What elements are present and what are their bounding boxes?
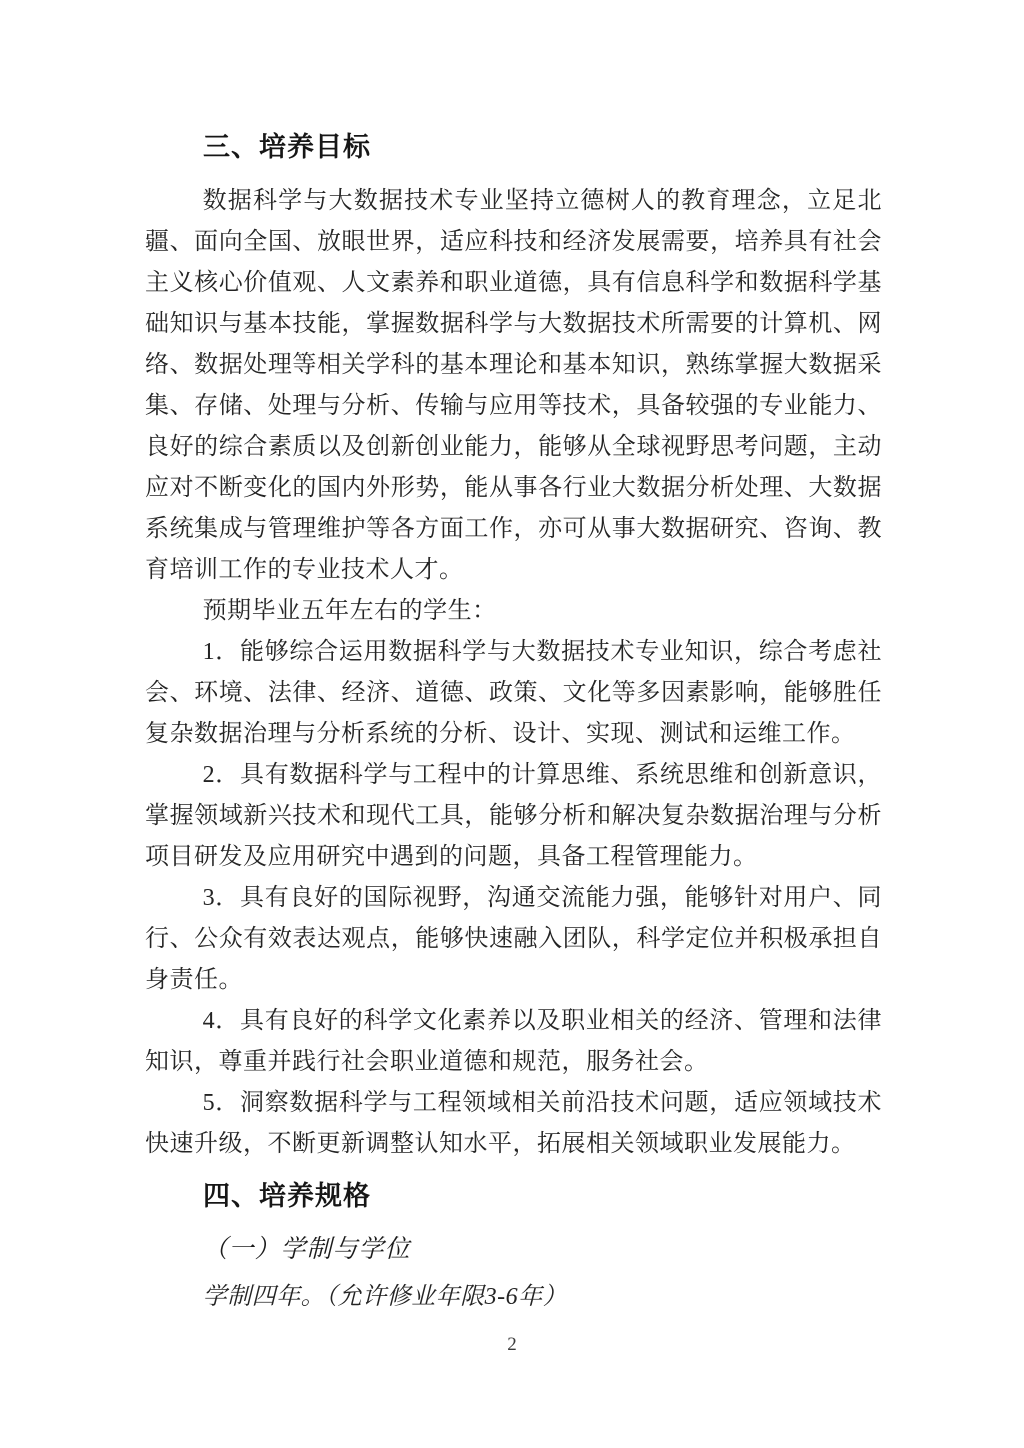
page-content: [145, 130, 882, 1319]
objective-item-5: 5．洞察数据科学与工程领域相关前沿技术问题，适应领域技术快速升级，不断更新调整认知水平，拓展相关领域职业发展能力。: [145, 1090, 882, 1157]
intro-paragraph: 数据科学与大数据技术专业坚持立德树人的教育理念，立足北疆、面向全国、放眼世界，适应科技和经济发展需要，培养具有社会主义核心价值观、人文素养和职业道德，具有信息科学和数据科学基础知识与基本技能，掌握数据科学与大数据技术所需要的计算机、网络、数据处理等相关学科的基本理论和基本知识，熟练掌握大数据采集、存储、处理与分析、传输与应用等技术，具备较强的专业能力、良好的综合素质以及创新创业能力，能够从全球视野思考问题，主动应对不断变化的国内外形势，能从事各行业大数据分析处理、大数据系统集成与管理维护等各方面工作，亦可从事大数据研究、咨询、教育培训工作的专业技术人才。: [145, 188, 882, 583]
section-heading-training-objectives: 三、培养目标: [203, 132, 371, 162]
page-number: 2: [507, 1334, 517, 1355]
subsection-heading-schooling-and-degree: （一）学制与学位: [202, 1236, 411, 1263]
objective-item-2: 2．具有数据科学与工程中的计算思维、系统思维和创新意识，掌握领域新兴技术和现代工具，能够分析和解决复杂数据治理与分析项目研发及应用研究中遇到的问题，具备工程管理能力。: [145, 762, 882, 870]
section-heading-training-specifications: 四、培养规格: [203, 1181, 371, 1211]
objective-item-4: 4．具有良好的科学文化素养以及职业相关的经济、管理和法律知识，尊重并践行社会职业道德和规范，服务社会。: [145, 1008, 882, 1075]
schooling-duration-line: 学制四年。（允许修业年限3-6年）: [202, 1284, 568, 1310]
graduates-expectation-line: 预期毕业五年左右的学生：: [202, 598, 497, 624]
objective-item-3: 3．具有良好的国际视野，沟通交流能力强，能够针对用户、同行、公众有效表达观点，能够快速融入团队，科学定位并积极承担自身责任。: [145, 885, 882, 993]
objective-item-1: 1．能够综合运用数据科学与大数据技术专业知识，综合考虑社会、环境、法律、经济、道德、政策、文化等多因素影响，能够胜任复杂数据治理与分析系统的分析、设计、实现、测试和运维工作。: [145, 639, 882, 747]
